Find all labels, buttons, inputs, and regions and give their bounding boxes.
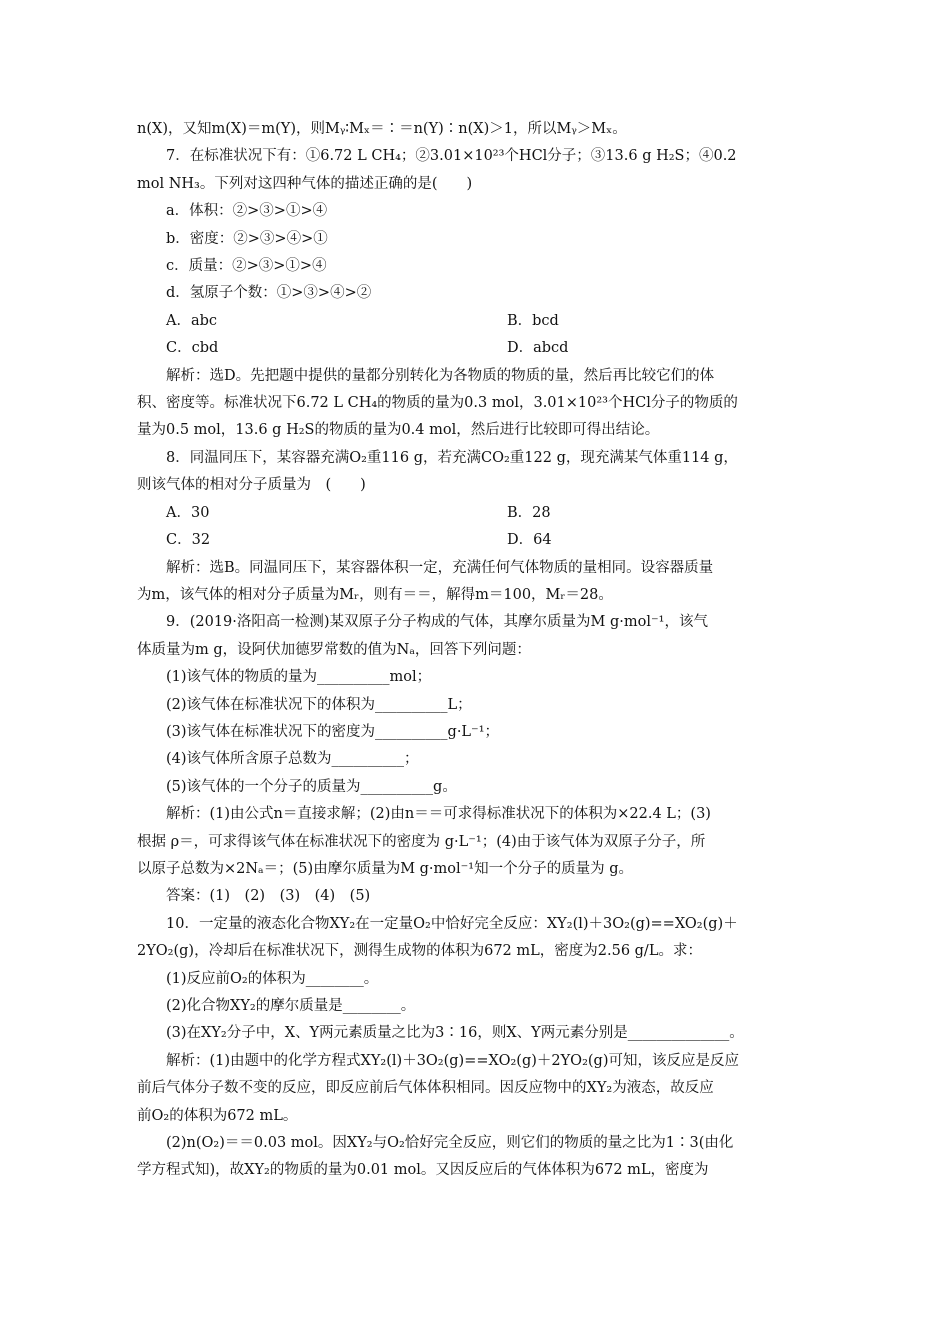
q10-subquestion-2: (2)化合物XY₂的摩尔质量是________。	[166, 998, 416, 1014]
q8-options-row-1	[137, 500, 817, 527]
q10-solution-part-2-cont: 学方程式知)，故XY₂的物质的量为0.01 mol。又因反应后的气体体积为672 mL，密度为	[137, 1162, 709, 1179]
q10-solution-cont: 前后气体分子数不变的反应，即反应前后气体体积相同。因反应物中的XY₂为液态，故反应	[137, 1080, 714, 1097]
q7-options-row-2	[137, 335, 817, 362]
q7-option-c: C．cbd	[166, 340, 219, 357]
q10-solution-part-2: (2)n(O₂)＝＝0.03 mol。因XY₂与O₂恰好完全反应，则它们的物质的量之比为1∶3(由化	[166, 1135, 734, 1152]
q9-subquestion-5: (5)该气体的一个分子的质量为__________g。	[166, 778, 457, 795]
q9-subquestion-1: (1)该气体的物质的量为__________mol；	[166, 669, 432, 686]
q7-option-d: D．abcd	[507, 340, 569, 357]
q8-solution: 解析：选B。同温同压下，某容器体积一定，充满任何气体物质的量相同。设容器质量	[166, 559, 714, 576]
q10-solution-cont: 前O₂的体积为672 mL。	[137, 1107, 298, 1124]
question-7-stem-cont: mol NH₃。下列对这四种气体的描述正确的是( )	[137, 175, 473, 192]
question-10-stem-cont: 2YO₂(g)，冷却后在标准状况下，测得生成物的体积为672 mL，密度为2.56 g/L。求：	[137, 943, 702, 960]
q9-subquestion-3: (3)该气体在标准状况下的密度为__________g·L⁻¹；	[166, 723, 500, 740]
q10-subquestion-1: (1)反应前O₂的体积为________。	[166, 970, 379, 987]
q8-option-b: B．28	[507, 504, 551, 521]
q7-item-a: a．体积：②>③>①>④	[166, 203, 328, 220]
q7-item-c: c．质量：②>③>①>④	[166, 258, 327, 275]
q10-solution: 解析：(1)由题中的化学方程式XY₂(l)＋3O₂(g)==XO₂(g)＋2YO₂(g)可知，该反应是反应	[166, 1052, 739, 1069]
q10-subquestion-3: (3)在XY₂分子中，X、Y两元素质量之比为3∶16，则X、Y两元素分别是______________。	[166, 1025, 744, 1042]
text-line: n(X)，又知m(X)＝m(Y)，则Mᵧ∶Mₓ＝∶＝n(Y)∶n(X)＞1，所以Mᵧ＞Mₓ。	[137, 121, 627, 137]
q9-answer: 答案：(1) (2) (3) (4) (5)	[166, 888, 371, 905]
q8-option-c: C．32	[166, 532, 211, 549]
q8-solution-cont: 为m，该气体的相对分子质量为Mᵣ，则有＝＝，解得m＝100，Mᵣ＝28。	[137, 586, 613, 603]
q9-subquestion-4: (4)该气体所含原子总数为__________；	[166, 751, 419, 768]
q9-subquestion-2: (2)该气体在标准状况下的体积为__________L；	[166, 696, 472, 713]
question-8-stem: 8．同温同压下，某容器充满O₂重116 g，若充满CO₂重122 g，现充满某气体重114 g，	[166, 449, 738, 466]
question-9-stem-cont: 体质量为m g，设阿伏加德罗常数的值为Nₐ，回答下列问题：	[137, 641, 531, 658]
q7-item-b: b．密度：②>③>④>①	[166, 230, 328, 247]
question-7-stem: 7．在标准状况下有：①6.72 L CH₄；②3.01×10²³个HCl分子；③13.6 g H₂S；④0.2	[166, 148, 737, 165]
q8-option-d: D．64	[507, 532, 552, 549]
q7-option-b: B．bcd	[507, 312, 559, 329]
question-8-stem-cont: 则该气体的相对分子质量为 ( )	[137, 477, 366, 494]
document-page	[137, 116, 817, 1185]
q7-solution-cont: 量为0.5 mol，13.6 g H₂S的物质的量为0.4 mol，然后进行比较即可得出结论。	[137, 422, 660, 439]
q7-solution-cont: 积、密度等。标准状况下6.72 L CH₄的物质的量为0.3 mol，3.01×10²³个HCl分子的物质的	[137, 395, 738, 412]
q7-option-a: A．abc	[166, 312, 218, 329]
question-10-stem: 10．一定量的液态化合物XY₂在一定量O₂中恰好完全反应：XY₂(l)＋3O₂(g)==XO₂(g)＋	[166, 915, 738, 932]
q7-solution: 解析：选D。先把题中提供的量都分别转化为各物质的物质的量，然后再比较它们的体	[166, 367, 715, 384]
q7-item-d: d．氢原子个数：①>③>④>②	[166, 285, 372, 302]
question-9-stem: 9．(2019·洛阳高一检测)某双原子分子构成的气体，其摩尔质量为M g·mol⁻¹，该气	[166, 614, 708, 631]
q9-solution: 解析：(1)由公式n＝直接求解；(2)由n＝＝可求得标准状况下的体积为×22.4 L；(3)	[166, 806, 711, 823]
q9-solution-cont: 根据 ρ＝，可求得该气体在标准状况下的密度为 g·L⁻¹；(4)由于该气体为双原子分子，所	[137, 833, 706, 850]
q8-option-a: A．30	[166, 504, 210, 521]
q9-solution-cont: 以原子总数为×2Nₐ＝；(5)由摩尔质量为M g·mol⁻¹知一个分子的质量为 g。	[137, 860, 634, 877]
q7-options-row-1	[137, 308, 817, 335]
q8-options-row-2	[137, 527, 817, 554]
